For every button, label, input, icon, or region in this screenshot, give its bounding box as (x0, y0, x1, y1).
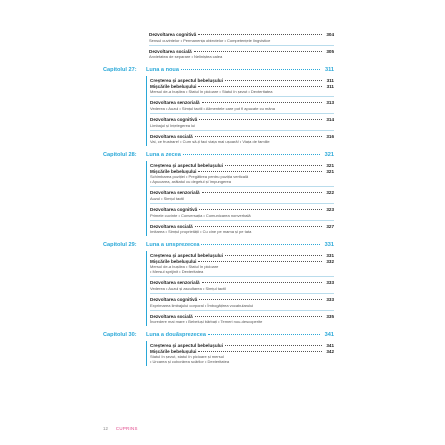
section-title: Dezvoltarea senzorială (150, 100, 200, 106)
dot-leader (202, 192, 322, 193)
section-page-number: 335 (326, 313, 334, 319)
chapter-heading[interactable] (0, 332, 445, 341)
dot-leader (183, 154, 320, 155)
chapter-title-row (146, 67, 334, 73)
section-page-number: 305 (326, 48, 334, 54)
section-title: Creșterea și aspectul bebelușului (150, 163, 224, 169)
toc-entry[interactable] (150, 117, 334, 131)
chapter-title-row (146, 332, 334, 338)
section-title: Dezvoltarea cognitivă (150, 206, 198, 212)
toc-entry[interactable] (150, 207, 334, 221)
section-page-number: 333 (326, 296, 334, 302)
toc-entry[interactable] (150, 297, 334, 311)
chapter-entries (146, 161, 334, 236)
toc-entry[interactable] (150, 253, 334, 277)
section-subtopics: Schimbarea poziției • Pregătirea pentru poziția verticală (150, 174, 249, 180)
chapter-page-number: 311 (324, 67, 334, 74)
dot-leader (194, 51, 322, 52)
section-page-number: 314 (326, 116, 334, 122)
chapter-entries (146, 76, 334, 146)
chapter-block (0, 30, 445, 61)
section-title: Dezvoltarea socială (150, 223, 193, 229)
section-title: Dezvoltarea socială (149, 48, 192, 54)
section-page-number: 341 (326, 343, 334, 349)
section-subtopics: Statul în șezut, statul în picioare și mersul (150, 354, 224, 360)
toc-entry[interactable] (150, 343, 334, 366)
section-title: Dezvoltarea socială (150, 313, 193, 319)
section-title: Dezvoltarea senzorială (150, 190, 200, 196)
dot-leader (199, 209, 322, 210)
section-title: Dezvoltarea cognitivă (150, 116, 198, 122)
section-subtopics: Mersul de-a bușilea • Statul în picioare (150, 264, 219, 270)
section-title: Mișcările bebelușului (150, 258, 197, 264)
chapter-heading[interactable] (0, 67, 445, 76)
chapter-entries (146, 30, 334, 61)
section-subtopics: Vederea • Auzul • Simțul tactil • Alimentele care pot fi apucate cu mâna (150, 105, 275, 111)
chapter-number: Capitolul 29: (103, 242, 137, 249)
dot-leader (225, 80, 322, 81)
section-page-number: 304 (326, 32, 334, 37)
section-subtopics: • Urcarea și coborârea scărilor • Dexteritatea (150, 359, 230, 365)
chapter-title: Luna a douăsprezecea (146, 332, 206, 339)
chapter-title-row (146, 242, 334, 248)
toc-entry[interactable] (150, 224, 334, 237)
toc-entry[interactable] (150, 314, 334, 327)
section-subtopics: Sensul cuvintelor • Permanența obiectelor • Competențele lingvistice (149, 37, 271, 43)
toc-entry[interactable] (150, 163, 334, 187)
dot-leader (202, 102, 322, 103)
section-title: Dezvoltarea cognitivă (149, 32, 197, 37)
section-page-number: 321 (326, 163, 334, 169)
section-subtopics: Vederea • Auzul și ascultarea • Simțul tactil (150, 285, 226, 291)
section-subtopics: • Apucarea, arătatul cu degetul și împungerea (150, 179, 232, 185)
section-subtopics: Încredere mai mare • Bebeluși bărbați • Temeri nou-descoperite (150, 319, 263, 325)
section-page-number: 321 (326, 168, 334, 174)
chapter-number: Capitolul 27: (103, 67, 137, 74)
dot-leader (225, 345, 322, 346)
section-title: Creșterea și aspectul bebelușului (150, 78, 224, 84)
section-page-number: 323 (326, 206, 334, 212)
dot-leader (195, 316, 322, 317)
section-subtopics: Primele cuvinte • Conversația • Comunicarea nonverbală (150, 212, 251, 218)
dot-leader (198, 34, 322, 35)
toc-entry[interactable] (150, 134, 334, 147)
section-label: CUPRINS (115, 426, 138, 431)
section-title: Creșterea și aspectul bebelușului (150, 253, 224, 259)
section-subtopics: Limbajul și înțelegerea lui (150, 122, 196, 128)
section-title: Dezvoltarea senzorială (150, 280, 200, 286)
section-title: Mișcările bebelușului (150, 168, 197, 174)
section-subtopics: Vai, ce frustrare! • Cum să-ți faci viața mai ușoară! • Viața de familie (150, 139, 270, 145)
chapter-number: Capitolul 30: (103, 332, 137, 339)
dot-leader (201, 244, 320, 245)
toc-entry[interactable] (149, 49, 334, 62)
dot-leader (198, 261, 322, 262)
section-title: Dezvoltarea socială (150, 133, 193, 139)
toc-entry[interactable] (150, 78, 334, 97)
section-page-number: 332 (326, 258, 334, 264)
section-subtopics: Exprimarea limbajului corporal • Îmbogățirea vocabularului (150, 302, 254, 308)
chapter-number: Capitolul 28: (103, 152, 137, 159)
section-page-number: 342 (326, 348, 334, 354)
section-subtopics: Auzul • Simțul tactil (150, 195, 185, 201)
toc-entry[interactable] (150, 100, 334, 114)
dot-leader (181, 69, 320, 70)
dot-leader (199, 299, 322, 300)
toc-entry[interactable] (150, 280, 334, 294)
dot-leader (195, 136, 322, 137)
chapter-entries (146, 341, 334, 366)
section-page-number: 333 (326, 280, 334, 286)
section-page-number: 311 (326, 78, 334, 84)
page-number: 12 (103, 426, 108, 431)
dot-leader (202, 282, 322, 283)
dot-leader (199, 119, 322, 120)
chapter-title-row (146, 152, 334, 158)
dot-leader (195, 226, 322, 227)
dot-leader (198, 86, 322, 87)
chapter-block (0, 242, 445, 326)
section-page-number: 313 (326, 100, 334, 106)
section-subtopics: Anxietatea de separare • Neliniștea calea (149, 54, 223, 60)
toc-entry[interactable] (149, 32, 334, 46)
section-subtopics: Mersul de-a bușilea • Statul în picioare • Statul în șezut • Dexteritatea (150, 89, 273, 95)
chapter-entries (146, 251, 334, 326)
chapter-block (0, 332, 445, 366)
section-subtopics: Imitarea • Simțul proprietății • Cu cine pe mama și pe tata (150, 229, 252, 235)
section-title: Creșterea și aspectul bebelușului (150, 343, 224, 349)
dot-leader (198, 351, 322, 352)
section-subtopics: • Mersul sprijinit • Dexteritatea (150, 269, 204, 275)
chapter-title: Luna a zecea (146, 152, 181, 159)
chapter-page-number: 341 (324, 332, 334, 339)
dot-leader (198, 171, 322, 172)
chapter-page-number: 331 (324, 242, 334, 249)
chapter-page-number: 321 (324, 152, 334, 159)
dot-leader (225, 165, 322, 166)
section-title: Mișcările bebelușului (150, 83, 197, 89)
section-page-number: 316 (326, 133, 334, 139)
toc-entry[interactable] (150, 190, 334, 204)
chapter-heading[interactable] (0, 152, 445, 161)
chapter-block (0, 152, 445, 236)
chapter-heading[interactable] (0, 242, 445, 251)
chapter-title: Luna a noua (146, 67, 179, 74)
page-footer (103, 426, 138, 431)
dot-leader (225, 255, 322, 256)
section-title: Mișcările bebelușului (150, 348, 197, 354)
table-of-contents (0, 30, 445, 372)
section-page-number: 322 (326, 190, 334, 196)
section-page-number: 331 (326, 253, 334, 259)
section-page-number: 311 (326, 83, 334, 89)
section-page-number: 327 (326, 223, 334, 229)
dot-leader (208, 334, 320, 335)
section-title: Dezvoltarea cognitivă (150, 296, 198, 302)
chapter-block (0, 67, 445, 146)
chapter-title: Luna a unsprezecea (146, 242, 200, 249)
